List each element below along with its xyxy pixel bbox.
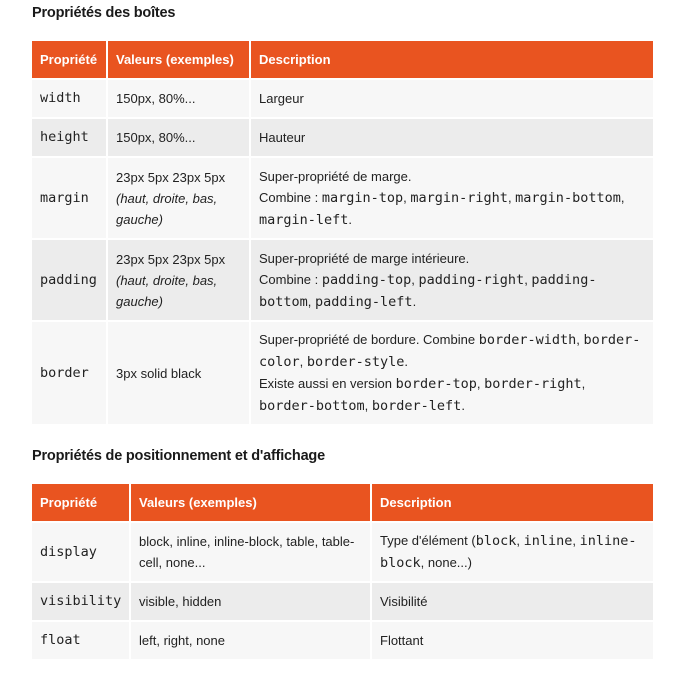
property-name: width	[32, 79, 107, 118]
positioning-properties-table	[32, 484, 653, 659]
values-main: 23px 5px 23px 5px	[116, 169, 226, 185]
table-row	[32, 79, 653, 118]
column-header-values: Valeurs (exemples)	[107, 41, 250, 79]
property-name: border	[32, 321, 107, 424]
property-name: float	[32, 621, 130, 659]
column-header-property: Propriété	[32, 41, 107, 79]
description-post: none...)	[427, 555, 472, 570]
property-values	[107, 157, 250, 239]
property-name: display	[32, 522, 130, 582]
column-header-values: Valeurs (exemples)	[130, 484, 371, 522]
code-term: border-color	[259, 332, 641, 370]
description-text: Super-propriété de marge intérieure.	[259, 250, 470, 266]
table-header-row	[32, 484, 653, 522]
box-properties-table	[32, 41, 653, 424]
description-pre: Type d'élément (	[380, 533, 476, 548]
property-values: visible, hidden	[130, 582, 371, 621]
code-term: margin-top	[321, 189, 404, 206]
property-values: 150px, 80%...	[107, 79, 250, 118]
property-description: Flottant	[371, 621, 653, 659]
code-term: border-top	[395, 376, 477, 392]
table-header-row	[32, 41, 653, 79]
property-description: Visibilité	[371, 582, 653, 621]
property-description: Hauteur	[250, 118, 653, 157]
code-term: border-left	[371, 398, 462, 414]
section-title-box-properties: Propriétés des boîtes	[32, 5, 176, 21]
code-term: block	[475, 533, 517, 549]
property-name: height	[32, 118, 107, 157]
code-term: border-bottom	[259, 398, 365, 414]
code-term: padding-right	[418, 271, 525, 288]
code-term: border-style	[306, 354, 405, 370]
description-text: Super-propriété de bordure. Combine	[259, 332, 476, 347]
property-values: 150px, 80%...	[107, 118, 250, 157]
property-values	[107, 239, 250, 321]
property-description: Largeur	[250, 79, 653, 118]
table-row	[32, 321, 653, 424]
code-term: margin-bottom	[515, 189, 621, 206]
code-term: border-right	[484, 376, 582, 392]
values-note: (haut, droite, bas, gauche)	[116, 272, 218, 309]
code-term: border-width	[478, 332, 577, 348]
table-row	[32, 522, 653, 582]
table-row	[32, 582, 653, 621]
property-name: padding	[32, 239, 107, 321]
property-description: Super-propriété de bordure. Combine border-width, border-color, border-style. Existe aussi en version border-top, border-right, border-bottom, border-left.	[250, 321, 653, 424]
code-term: padding-bottom	[259, 271, 597, 310]
description-combine: Combine	[259, 189, 312, 205]
table-row	[32, 621, 653, 659]
code-term: inline-block	[380, 533, 637, 571]
property-name: visibility	[32, 582, 130, 621]
property-values: block, inline, inline-block, table, table-cell, none...	[130, 522, 371, 582]
column-header-property: Propriété	[32, 484, 130, 522]
section-title-positioning-properties: Propriétés de positionnement et d'affichage	[32, 448, 325, 464]
property-values: left, right, none	[130, 621, 371, 659]
property-description: Super-propriété de marge. Combine : margin-top, margin-right, margin-bottom, margin-left.	[250, 157, 653, 239]
code-term: margin-left	[259, 211, 349, 228]
table-row	[32, 118, 653, 157]
property-description: Type d'élément (block, inline, inline-block, none...)	[371, 522, 653, 582]
column-header-description: Description	[250, 41, 653, 79]
table-row	[32, 157, 653, 239]
description-combine: Combine	[259, 271, 312, 287]
code-term: padding-left	[315, 293, 413, 310]
code-term: padding-top	[321, 271, 412, 288]
values-note: (haut, droite, bas, gauche)	[116, 190, 218, 227]
code-term: inline	[523, 533, 573, 549]
table-row	[32, 239, 653, 321]
description-text-2: Existe aussi en version	[259, 376, 392, 391]
property-values: 3px solid black	[107, 321, 250, 424]
property-name: margin	[32, 157, 107, 239]
property-description: Super-propriété de marge intérieure. Combine : padding-top, padding-right, padding-bottom, padding-left.	[250, 239, 653, 321]
column-header-description: Description	[371, 484, 653, 522]
description-text: Super-propriété de marge.	[259, 168, 412, 184]
code-term: margin-right	[410, 189, 508, 206]
values-main: 23px 5px 23px 5px	[116, 251, 226, 267]
